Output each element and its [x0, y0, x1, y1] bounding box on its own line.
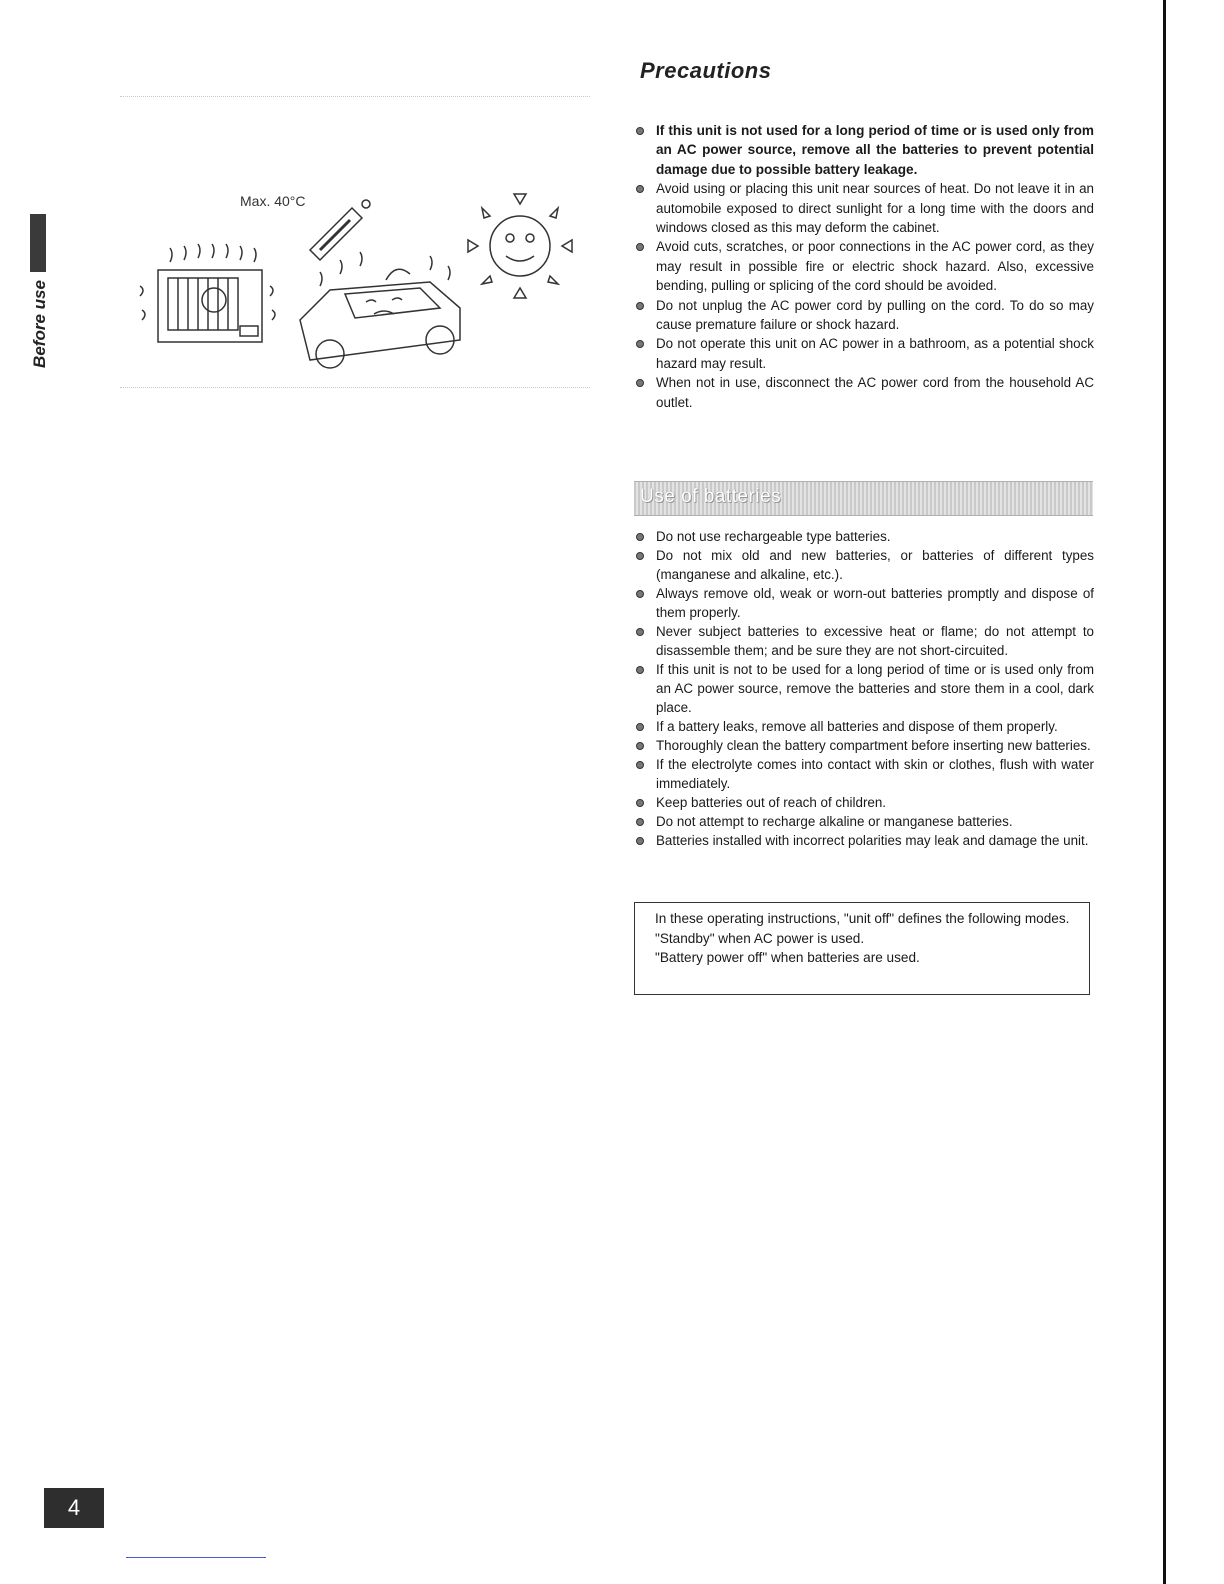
list-item-text: Avoid cuts, scratches, or poor connections in the AC power cord, as they may result in possible fire or electric shock hazard. Also, excessive bending, pulling or splicing of the cord should be avoided.	[656, 239, 1094, 294]
list-item	[636, 736, 1094, 755]
list-item-text: If this unit is not used for a long period of time or is used only from an AC power source, remove all the batteries to prevent potential damage due to possible battery leakage.	[656, 123, 1094, 177]
page-number-badge: 4	[44, 1488, 104, 1528]
bullet-icon	[636, 837, 644, 845]
list-item	[636, 237, 1094, 295]
list-item	[636, 121, 1094, 179]
list-item	[636, 334, 1094, 373]
batteries-list	[636, 527, 1094, 850]
right-edge-rule	[1163, 0, 1166, 1584]
list-item-text: Keep batteries out of reach of children.	[656, 795, 887, 810]
heat-warning-illustration	[130, 190, 580, 380]
bullet-icon	[636, 742, 644, 750]
list-item-text: Do not operate this unit on AC power in a bathroom, as a potential shock hazard may result.	[656, 336, 1094, 371]
bullet-icon	[636, 379, 644, 387]
bullet-icon	[636, 185, 644, 193]
sun-drawing	[468, 194, 572, 298]
list-item	[636, 373, 1094, 412]
bullet-icon	[636, 799, 644, 807]
batteries-section-heading	[634, 481, 1093, 516]
section-label: Before use	[30, 280, 49, 368]
bullet-icon	[636, 818, 644, 826]
list-item	[636, 755, 1094, 793]
list-item-text: Do not use rechargeable type batteries.	[656, 529, 891, 544]
note-line: "Standby" when AC power is used.	[655, 930, 865, 946]
list-item	[636, 622, 1094, 660]
bullet-icon	[636, 340, 644, 348]
bullet-icon	[636, 761, 644, 769]
list-item	[636, 812, 1094, 831]
thermometer-drawing	[310, 200, 370, 260]
note-line: In these operating instructions, "unit off" defines the following modes.	[655, 911, 1070, 926]
bullet-icon	[636, 590, 644, 598]
max-temperature-label: Max. 40°C	[240, 193, 306, 209]
bullet-icon	[636, 552, 644, 560]
bullet-icon	[636, 533, 644, 541]
list-item-text: Batteries installed with incorrect polarities may leak and damage the unit.	[656, 833, 1089, 848]
list-item-text: If this unit is not to be used for a long period of time or is used only from an AC power source, remove the batteries and store them in a cool, dark place.	[656, 662, 1094, 715]
list-item	[636, 179, 1094, 237]
list-item	[636, 831, 1094, 850]
bullet-icon	[636, 628, 644, 636]
batteries-heading-text: Use of batteries	[640, 486, 782, 507]
precautions-title: Precautions	[640, 58, 772, 83]
bullet-icon	[636, 302, 644, 310]
bullet-icon	[636, 127, 644, 135]
list-item-text: Always remove old, weak or worn-out batteries promptly and dispose of them properly.	[656, 586, 1094, 620]
precautions-list	[636, 121, 1094, 412]
bullet-icon	[636, 723, 644, 731]
list-item-text: Avoid using or placing this unit near sources of heat. Do not leave it in an automobile exposed to direct sunlight for a long time with the doors and windows closed as this may deform the cabinet.	[656, 181, 1094, 236]
list-item-text: Never subject batteries to excessive heat or flame; do not attempt to disassemble them; and be sure they are not short-circuited.	[656, 624, 1094, 658]
list-item-text: Do not mix old and new batteries, or batteries of different types (manganese and alkaline, etc.).	[656, 548, 1094, 582]
list-item	[636, 717, 1094, 736]
list-item-text: Do not attempt to recharge alkaline or manganese batteries.	[656, 814, 1013, 829]
bullet-icon	[636, 243, 644, 251]
note-line: "Battery power off" when batteries are used.	[655, 950, 920, 965]
unit-off-note-box	[634, 902, 1090, 995]
list-item	[636, 527, 1094, 546]
list-item-text: If a battery leaks, remove all batteries and dispose of them properly.	[656, 719, 1058, 734]
list-item	[636, 793, 1094, 812]
list-item-text: If the electrolyte comes into contact with skin or clothes, flush with water immediately.	[656, 757, 1094, 791]
list-item	[636, 296, 1094, 335]
list-item-text: Thoroughly clean the battery compartment before inserting new batteries.	[656, 738, 1091, 753]
list-item-text: Do not unplug the AC power cord by pulling on the cord. To do so may cause premature failure or shock hazard.	[656, 297, 1094, 333]
list-item	[636, 660, 1094, 717]
car-drawing	[300, 252, 460, 368]
bottom-footnote-rule	[126, 1557, 266, 1558]
list-item	[636, 584, 1094, 622]
list-item	[636, 546, 1094, 584]
list-item-text: When not in use, disconnect the AC power cord from the household AC outlet.	[656, 375, 1094, 410]
heater-cabinet-drawing	[140, 244, 275, 342]
bullet-icon	[636, 666, 644, 674]
